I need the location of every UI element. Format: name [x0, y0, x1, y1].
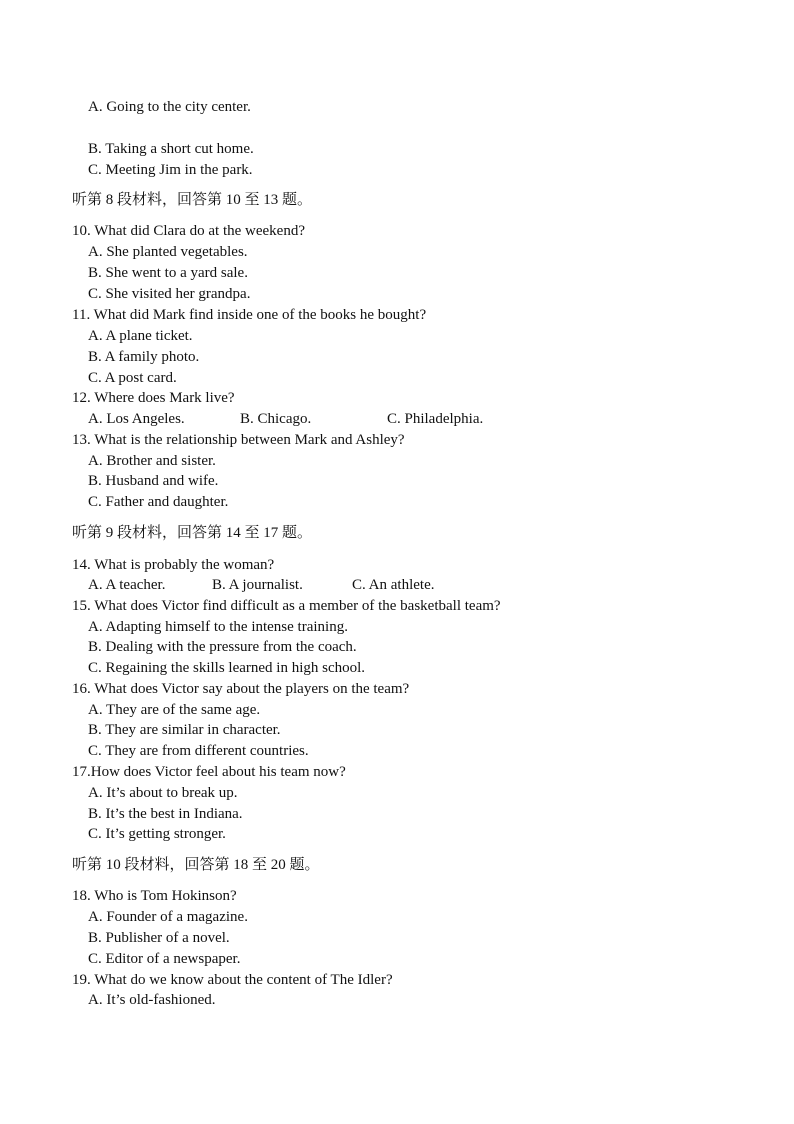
option-15c: C. Regaining the skills learned in high school.: [88, 660, 366, 676]
option-10b: B. She went to a yard sale.: [88, 265, 248, 281]
question-16: 16. What does Victor say about the players on the team?: [72, 681, 410, 697]
option-13b: B. Husband and wife.: [88, 473, 219, 489]
option-9b: B. Taking a short cut home.: [88, 141, 254, 157]
option-14a: A. A teacher.: [88, 577, 166, 593]
option-18c: C. Editor of a newspaper.: [88, 951, 241, 967]
option-17c: C. It’s getting stronger.: [88, 826, 226, 842]
option-11b: B. A family photo.: [88, 349, 200, 365]
question-13: 13. What is the relationship between Mark and Ashley?: [72, 432, 405, 448]
option-13a: A. Brother and sister.: [88, 453, 216, 469]
option-16c: C. They are from different countries.: [88, 743, 309, 759]
option-12a: A. Los Angeles.: [88, 411, 185, 427]
option-14b: B. A journalist.: [212, 577, 303, 593]
option-15a: A. Adapting himself to the intense training.: [88, 619, 348, 635]
option-19a: A. It’s old-fashioned.: [88, 992, 216, 1008]
section-heading-10: 听第 10 段材料，回答第 18 至 20 题。: [72, 857, 320, 873]
question-11: 11. What did Mark find inside one of the books he bought?: [72, 307, 427, 323]
option-11c: C. A post card.: [88, 370, 177, 386]
option-10a: A. She planted vegetables.: [88, 244, 248, 260]
question-18: 18. Who is Tom Hokinson?: [72, 888, 237, 904]
option-14c: C. An athlete.: [352, 577, 435, 593]
option-12c: C. Philadelphia.: [387, 411, 484, 427]
option-16b: B. They are similar in character.: [88, 722, 281, 738]
option-9c: C. Meeting Jim in the park.: [88, 162, 253, 178]
question-19: 19. What do we know about the content of The Idler?: [72, 972, 393, 988]
question-14: 14. What is probably the woman?: [72, 557, 275, 573]
option-17a: A. It’s about to break up.: [88, 785, 238, 801]
option-9a: A. Going to the city center.: [88, 99, 251, 115]
question-17: 17.How does Victor feel about his team now?: [72, 764, 346, 780]
option-16a: A. They are of the same age.: [88, 702, 261, 718]
option-17b: B. It’s the best in Indiana.: [88, 806, 243, 822]
section-heading-9: 听第 9 段材料，回答第 14 至 17 题。: [72, 525, 313, 541]
section-heading-8: 听第 8 段材料，回答第 10 至 13 题。: [72, 192, 313, 208]
option-18a: A. Founder of a magazine.: [88, 909, 248, 925]
option-15b: B. Dealing with the pressure from the coach.: [88, 639, 357, 655]
question-12: 12. Where does Mark live?: [72, 390, 235, 406]
option-10c: C. She visited her grandpa.: [88, 286, 251, 302]
question-15: 15. What does Victor find difficult as a member of the basketball team?: [72, 598, 501, 614]
option-13c: C. Father and daughter.: [88, 494, 229, 510]
question-10: 10. What did Clara do at the weekend?: [72, 223, 305, 239]
option-12b: B. Chicago.: [240, 411, 312, 427]
option-11a: A. A plane ticket.: [88, 328, 193, 344]
option-18b: B. Publisher of a novel.: [88, 930, 230, 946]
